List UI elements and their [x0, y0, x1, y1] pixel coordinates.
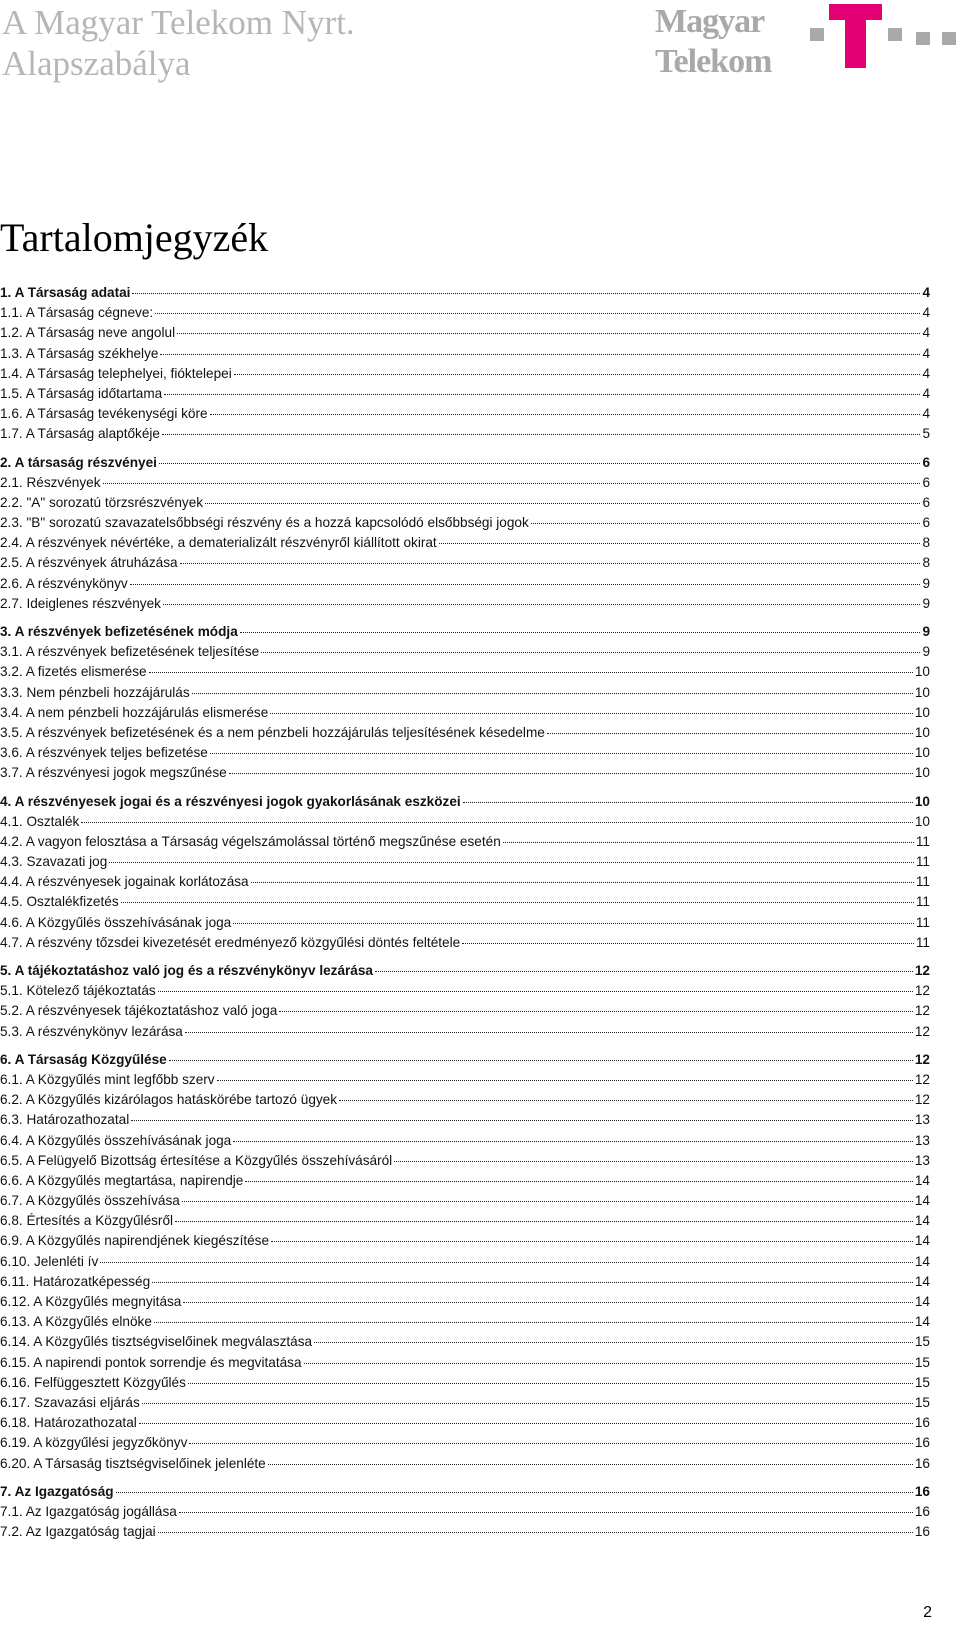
dot-leader [132, 293, 920, 294]
toc-entry[interactable] [0, 913, 930, 933]
toc-entry-label: 1.4. A Társaság telephelyei, fióktelepei [0, 365, 232, 381]
dot-leader [217, 1080, 913, 1081]
dot-leader [245, 1181, 913, 1182]
toc-entry-page: 16 [914, 1435, 930, 1451]
toc-entry-label: 3.5. A részvények befizetésének és a nem pénzbeli hozzájárulás teljesítésének késedelme [0, 724, 545, 740]
toc-entry-page: 4 [922, 365, 930, 381]
toc-entry-label: 2.6. A részvénykönyv [0, 575, 128, 591]
toc-section [0, 1050, 930, 1474]
dot-leader [375, 971, 913, 972]
dot-leader [339, 1100, 913, 1101]
toc-entry-page: 14 [914, 1253, 930, 1269]
toc-entry[interactable] [0, 533, 930, 553]
toc-entry[interactable] [0, 1151, 930, 1171]
toc-entry-label: 5.3. A részvénykönyv lezárása [0, 1023, 183, 1039]
dot-leader [100, 1262, 913, 1263]
toc-entry-page: 10 [914, 793, 930, 809]
dot-leader [314, 1342, 913, 1343]
dot-leader [188, 1383, 913, 1384]
toc-entry[interactable] [0, 1171, 930, 1191]
dot-leader [179, 1512, 913, 1513]
toc-entry-page: 16 [914, 1415, 930, 1431]
toc-entry-label: 1.5. A Társaság időtartama [0, 385, 163, 401]
toc-entry[interactable] [0, 1272, 930, 1292]
dot-leader [463, 802, 913, 803]
toc-heading: Tartalomjegyzék [0, 215, 269, 260]
toc-entry-label: 6.12. A Közgyűlés megnyitása [0, 1294, 182, 1309]
toc-entry[interactable] [0, 303, 930, 323]
toc-entry-page: 12 [914, 1092, 930, 1108]
toc-entry-page: 10 [914, 724, 930, 740]
toc-entry[interactable] [0, 424, 930, 444]
toc-entry-page: 15 [914, 1374, 930, 1390]
toc-entry-label: 3. A részvények befizetésének módja [0, 624, 238, 639]
toc-entry-label: 2.7. Ideiglenes részvények [0, 595, 161, 611]
toc-chapter-entry[interactable] [0, 961, 930, 981]
toc-entry[interactable] [0, 642, 930, 662]
dot-leader [154, 1322, 913, 1323]
dot-leader [261, 652, 920, 653]
toc-entry-label: 6.1. A Közgyűlés mint legfőbb szerv [0, 1071, 215, 1087]
toc-entry-label: 3.7. A részvényesi jogok megszűnése [0, 765, 227, 781]
toc-entry-label: 7.1. Az Igazgatóság jogállása [0, 1503, 177, 1519]
toc-section [0, 622, 930, 784]
toc-entry-label: 5.2. A részvényesek tájékoztatáshoz való joga [0, 1003, 278, 1019]
toc-entry[interactable] [0, 933, 930, 953]
toc-entry-page: 11 [915, 934, 930, 950]
toc-entry[interactable] [0, 594, 930, 614]
toc-entry[interactable] [0, 1454, 930, 1474]
dot-leader [233, 923, 914, 924]
toc-entry[interactable] [0, 493, 930, 513]
toc-entry[interactable] [0, 404, 930, 424]
toc-entry-page: 9 [922, 595, 930, 611]
toc-entry-page: 11 [915, 833, 930, 849]
toc-entry-label: 6.13. A Közgyűlés elnöke [0, 1314, 152, 1330]
toc-entry-label: 6.9. A Közgyűlés napirendjének kiegészítése [0, 1233, 270, 1249]
toc-entry-label: 6.3. Határozathozatal [0, 1112, 130, 1128]
dot-leader [182, 1201, 913, 1202]
toc-entry-page: 11 [915, 874, 930, 890]
toc-entry-label: 1.7. A Társaság alaptőkéje [0, 426, 160, 442]
toc-chapter-entry[interactable] [0, 1482, 930, 1502]
toc-entry-label: 1.6. A Társaság tevékenységi köre [0, 406, 208, 422]
dot-leader [142, 1403, 913, 1404]
toc-entry-label: 4.2. A vagyon felosztása a Társaság végelszámolással történő megszűnése esetén [0, 833, 501, 849]
toc-entry[interactable] [0, 364, 930, 384]
toc-entry-page: 11 [915, 854, 930, 870]
toc-entry-page: 6 [922, 494, 930, 510]
toc-entry[interactable] [0, 323, 930, 343]
toc-entry-page: 16 [914, 1503, 930, 1519]
toc-entry[interactable] [0, 852, 930, 872]
toc-entry[interactable] [0, 1070, 930, 1090]
page-number: 2 [923, 1604, 932, 1621]
dot-leader [130, 584, 921, 585]
dot-leader [109, 862, 914, 863]
dot-leader [210, 414, 921, 415]
toc-entry[interactable] [0, 1292, 930, 1312]
toc-entry-label: 6.19. A közgyűlési jegyzőkönyv [0, 1435, 188, 1451]
toc-entry-page: 9 [922, 624, 930, 639]
toc-entry-page: 10 [914, 765, 930, 781]
toc-entry-page: 4 [922, 406, 930, 422]
toc-entry-page: 10 [914, 745, 930, 761]
toc-entry-label: 6.17. Szavazási eljárás [0, 1394, 140, 1410]
toc-entry[interactable] [0, 1433, 930, 1453]
dot-leader [271, 1241, 913, 1242]
dot-leader [270, 713, 913, 714]
toc-entry[interactable] [0, 1332, 930, 1352]
toc-entry[interactable] [0, 1110, 930, 1130]
toc-entry[interactable] [0, 723, 930, 743]
dot-leader [162, 434, 920, 435]
toc-entry[interactable] [0, 344, 930, 364]
dot-leader [163, 604, 920, 605]
toc-entry-label: 1. A Társaság adatai [0, 285, 131, 300]
toc-entry-page: 15 [914, 1394, 930, 1410]
toc-entry[interactable] [0, 872, 930, 892]
toc-entry-page: 15 [914, 1354, 930, 1370]
toc-entry-page: 16 [914, 1455, 930, 1471]
dot-leader [439, 543, 921, 544]
dot-leader [164, 394, 920, 395]
toc-section [0, 453, 930, 615]
dot-leader [155, 313, 920, 314]
toc-entry-page: 13 [914, 1152, 930, 1168]
toc-entry-page: 10 [914, 684, 930, 700]
toc-entry-label: 1.2. A Társaság neve angolul [0, 325, 176, 341]
toc-entry-page: 14 [914, 1172, 930, 1188]
table-of-contents [0, 283, 930, 1550]
dot-leader [192, 693, 913, 694]
dot-leader [547, 733, 913, 734]
toc-entry-page: 9 [922, 644, 930, 660]
toc-section [0, 283, 930, 445]
toc-entry[interactable] [0, 513, 930, 533]
toc-entry[interactable] [0, 1090, 930, 1110]
dot-leader [152, 1282, 913, 1283]
toc-entry-label: 2. A társaság részvényei [0, 454, 157, 470]
dot-leader [159, 463, 921, 464]
toc-entry-label: 7.2. Az Igazgatóság tagjai [0, 1524, 156, 1540]
toc-chapter-entry[interactable] [0, 283, 930, 303]
dot-leader [229, 773, 913, 774]
toc-entry-label: 6.4. A Közgyűlés összehívásának joga [0, 1132, 232, 1148]
toc-entry-label: 4.5. Osztalékfizetés [0, 894, 119, 910]
dot-leader [175, 1221, 913, 1222]
toc-entry-label: 5.1. Kötelező tájékoztatás [0, 983, 156, 999]
toc-entry[interactable] [0, 832, 930, 852]
toc-entry[interactable] [0, 703, 930, 723]
toc-entry[interactable] [0, 1312, 930, 1332]
toc-entry[interactable] [0, 1211, 930, 1231]
logo-square-1 [810, 28, 824, 41]
toc-entry-label: 3.4. A nem pénzbeli hozzájárulás elismerése [0, 704, 269, 720]
brand-line-2: Telekom [655, 43, 772, 80]
toc-section [0, 1482, 930, 1543]
toc-entry-label: 2.4. A részvények névértéke, a dematerializált részvényről kiállított okirat [0, 535, 437, 551]
dot-leader [149, 672, 913, 673]
toc-entry-label: 3.3. Nem pénzbeli hozzájárulás [0, 684, 190, 700]
toc-entry[interactable] [0, 892, 930, 912]
toc-entry-label: 6.8. Értesítés a Közgyűlésről [0, 1213, 174, 1229]
logo-square-3 [916, 32, 930, 45]
toc-entry-label: 1.1. A Társaság cégneve: [0, 305, 154, 321]
toc-entry-label: 3.1. A részvények befizetésének teljesítése [0, 644, 260, 660]
toc-entry-label: 4.4. A részvényesek jogainak korlátozása [0, 874, 249, 890]
toc-entry-label: 7. Az Igazgatóság [0, 1483, 114, 1499]
toc-entry[interactable] [0, 1502, 930, 1522]
dot-leader [103, 483, 921, 484]
toc-entry-page: 14 [914, 1314, 930, 1330]
toc-entry[interactable] [0, 1373, 930, 1393]
toc-entry[interactable] [0, 1022, 930, 1042]
dot-leader [279, 1011, 913, 1012]
toc-entry-page: 12 [914, 1071, 930, 1087]
toc-entry[interactable] [0, 1413, 930, 1433]
toc-entry-page: 14 [914, 1213, 930, 1229]
toc-entry-page: 11 [915, 914, 930, 930]
dot-leader [185, 1032, 913, 1033]
toc-section [0, 961, 930, 1042]
toc-entry-label: 4.3. Szavazati jog [0, 854, 108, 870]
toc-entry[interactable] [0, 1522, 930, 1542]
toc-entry-label: 4.1. Osztalék [0, 813, 80, 829]
dot-leader [116, 1492, 913, 1493]
toc-entry-label: 3.2. A fizetés elismerése [0, 664, 147, 680]
toc-entry-label: 1.3. A Társaság székhelye [0, 345, 159, 361]
toc-entry-label: 3.6. A részvények teljes befizetése [0, 745, 208, 761]
toc-entry-page: 16 [914, 1483, 930, 1499]
toc-entry-page: 5 [922, 426, 930, 442]
toc-entry-label: 6.14. A Közgyűlés tisztségviselőinek megválasztása [0, 1334, 313, 1350]
toc-entry[interactable] [0, 1231, 930, 1251]
toc-entry-label: 4.7. A részvény tőzsdei kivezetését eredményező közgyűlési döntés feltétele [0, 934, 461, 950]
toc-entry-label: 6.18. Határozathozatal [0, 1415, 137, 1431]
toc-entry[interactable] [0, 384, 930, 404]
toc-entry[interactable] [0, 981, 930, 1001]
dot-leader [394, 1161, 913, 1162]
toc-chapter-entry[interactable] [0, 792, 930, 812]
logo-square-4 [942, 32, 956, 45]
toc-entry[interactable] [0, 574, 930, 594]
dot-leader [233, 1141, 913, 1142]
dot-leader [268, 1464, 913, 1465]
dot-leader [304, 1363, 913, 1364]
toc-entry-page: 6 [922, 454, 930, 470]
toc-entry-page: 4 [922, 345, 930, 361]
toc-entry[interactable] [0, 812, 930, 832]
toc-entry-page: 14 [914, 1294, 930, 1309]
dot-leader [234, 374, 921, 375]
logo-t-stem [845, 4, 866, 68]
toc-entry-page: 13 [914, 1112, 930, 1128]
dot-leader [169, 1060, 913, 1061]
dot-leader [177, 333, 920, 334]
dot-leader [160, 354, 920, 355]
toc-entry-page: 10 [914, 704, 930, 720]
toc-entry-label: 6.6. A Közgyűlés megtartása, napirendje [0, 1172, 244, 1188]
toc-entry-page: 15 [914, 1334, 930, 1350]
dot-leader [81, 822, 913, 823]
toc-entry-label: 2.5. A részvények átruházása [0, 555, 178, 571]
toc-entry-label: 6.2. A Közgyűlés kizárólagos hatáskörébe tartozó ügyek [0, 1092, 338, 1108]
document-title-line-2: Alapszabálya [2, 44, 191, 83]
toc-chapter-entry[interactable] [0, 622, 930, 642]
toc-entry-page: 4 [922, 305, 930, 321]
toc-entry-page: 13 [914, 1132, 930, 1148]
toc-chapter-entry[interactable] [0, 1050, 930, 1070]
toc-entry-page: 11 [915, 894, 930, 910]
dot-leader [158, 991, 913, 992]
toc-entry-page: 14 [914, 1233, 930, 1249]
dot-leader [189, 1443, 912, 1444]
toc-entry-label: 6.5. A Felügyelő Bizottság értesítése a Közgyűlés összehívásáról [0, 1152, 393, 1168]
toc-entry-label: 4.6. A Közgyűlés összehívásának joga [0, 914, 232, 930]
toc-entry[interactable] [0, 1001, 930, 1021]
toc-entry-label: 5. A tájékoztatáshoz való jog és a részvénykönyv lezárása [0, 963, 373, 978]
dot-leader [503, 842, 914, 843]
toc-entry[interactable] [0, 473, 930, 493]
toc-entry-page: 6 [922, 474, 930, 490]
toc-section [0, 792, 930, 954]
brand-logo [655, 0, 960, 80]
document-title [2, 2, 355, 84]
toc-entry-label: 6.15. A napirendi pontok sorrendje és megvitatása [0, 1354, 302, 1370]
dot-leader [131, 1120, 913, 1121]
toc-entry-page: 9 [922, 575, 930, 591]
toc-entry-page: 12 [914, 1051, 930, 1067]
toc-entry[interactable] [0, 1393, 930, 1413]
toc-entry-label: 2.1. Részvények [0, 474, 101, 490]
toc-entry[interactable] [0, 553, 930, 573]
document-title-line-1: A Magyar Telekom Nyrt. [2, 3, 355, 42]
toc-entry[interactable] [0, 662, 930, 682]
dot-leader [121, 902, 914, 903]
toc-entry[interactable] [0, 1353, 930, 1373]
dot-leader [462, 943, 914, 944]
toc-entry[interactable] [0, 763, 930, 783]
toc-entry[interactable] [0, 1252, 930, 1272]
toc-entry-label: 6.11. Határozatképesség [0, 1273, 151, 1289]
toc-entry[interactable] [0, 1191, 930, 1211]
toc-entry-page: 16 [914, 1524, 930, 1540]
toc-entry-label: 6.16. Felfüggesztett Közgyűlés [0, 1374, 186, 1390]
toc-entry-page: 4 [922, 385, 930, 401]
toc-entry-page: 10 [914, 664, 930, 680]
toc-entry-label: 4. A részvényesek jogai és a részvényesi jogok gyakorlásának eszközei [0, 793, 461, 809]
dot-leader [531, 523, 921, 524]
telekom-t-logo-icon [810, 2, 960, 74]
toc-entry-page: 14 [914, 1193, 930, 1209]
dot-leader [210, 753, 913, 754]
dot-leader [158, 1532, 913, 1533]
toc-chapter-entry[interactable] [0, 453, 930, 473]
toc-entry-label: 6.10. Jelenléti ív [0, 1253, 99, 1269]
toc-entry-label: 6.7. A Közgyűlés összehívása [0, 1193, 180, 1209]
dot-leader [183, 1302, 913, 1303]
toc-entry-page: 12 [914, 983, 930, 999]
logo-square-2 [888, 28, 902, 41]
dot-leader [139, 1423, 913, 1424]
toc-entry[interactable] [0, 683, 930, 703]
dot-leader [205, 503, 920, 504]
toc-entry-label: 6. A Társaság Közgyűlése [0, 1051, 167, 1067]
toc-entry-page: 8 [922, 535, 930, 551]
toc-entry-label: 2.2. "A" sorozatú törzsrészvények [0, 494, 204, 510]
toc-entry-page: 14 [914, 1273, 930, 1289]
toc-entry-page: 6 [922, 515, 930, 531]
dot-leader [180, 563, 921, 564]
toc-entry-page: 10 [914, 813, 930, 829]
dot-leader [240, 632, 921, 633]
toc-entry[interactable] [0, 1131, 930, 1151]
brand-wordmark [655, 2, 771, 82]
toc-entry[interactable] [0, 743, 930, 763]
toc-entry-page: 12 [914, 1003, 930, 1019]
toc-entry-page: 12 [914, 1023, 930, 1039]
toc-entry-page: 8 [922, 555, 930, 571]
brand-line-1: Magyar [655, 3, 765, 40]
toc-entry-label: 6.20. A Társaság tisztségviselőinek jelenléte [0, 1455, 266, 1471]
toc-entry-page: 4 [922, 285, 930, 300]
dot-leader [251, 882, 914, 883]
toc-entry-page: 4 [922, 325, 930, 341]
toc-entry-label: 2.3. "B" sorozatú szavazatelsőbbségi részvény és a hozzá kapcsolódó elsőbbségi jogok [0, 515, 529, 531]
toc-entry-page: 12 [914, 963, 930, 978]
